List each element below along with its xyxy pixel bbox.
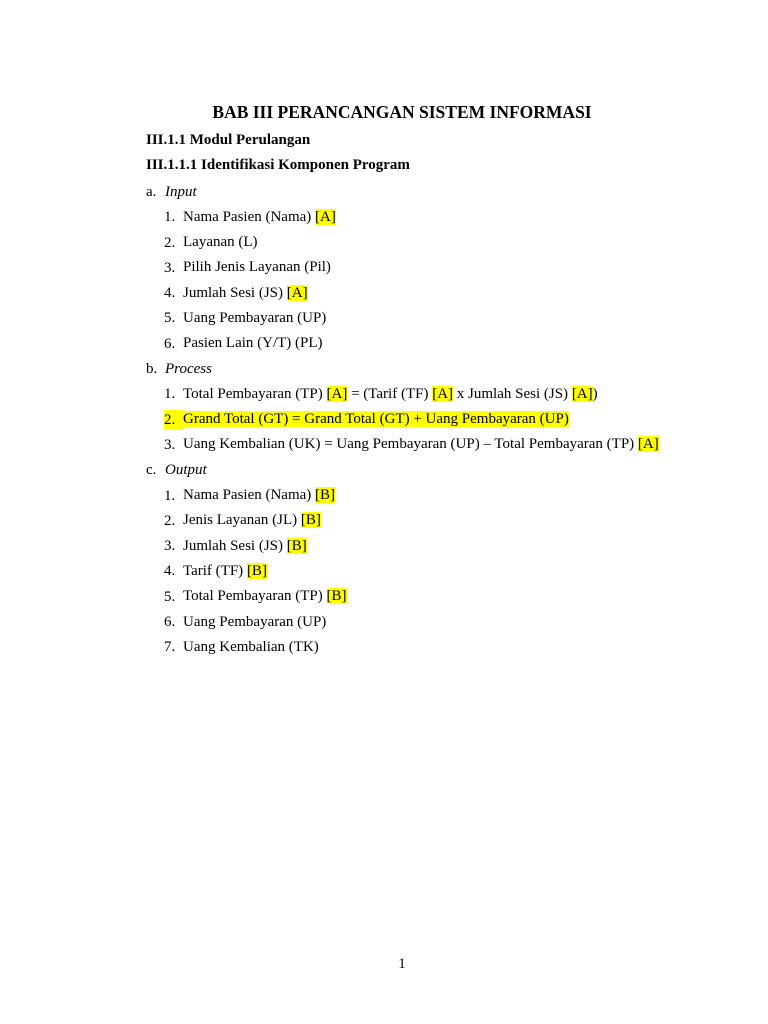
highlighted-text: [B] bbox=[315, 487, 336, 504]
highlighted-text: [B] bbox=[326, 588, 347, 605]
list-item bbox=[146, 334, 666, 359]
list-item-number: 6. bbox=[164, 614, 176, 631]
text-run: Jumlah Sesi (JS) bbox=[183, 537, 287, 554]
section-process-heading bbox=[146, 359, 666, 384]
list-item bbox=[146, 308, 666, 333]
text-run: Nama Pasien (Nama) bbox=[183, 208, 316, 225]
list-item-number: 2. bbox=[164, 512, 176, 529]
list-item bbox=[146, 258, 666, 283]
highlighted-text: [A] bbox=[637, 436, 659, 453]
section-heading: III.1.1 Modul Perulangan bbox=[146, 132, 311, 148]
list-item-text bbox=[183, 508, 666, 536]
highlighted-text: [A] bbox=[571, 385, 593, 402]
section-letter: b. bbox=[146, 361, 158, 378]
text-run: Pilih Jenis Layanan (Pil) bbox=[183, 259, 331, 276]
list-item bbox=[146, 486, 666, 511]
section-name: Output bbox=[165, 462, 207, 479]
list-item-text bbox=[183, 407, 666, 435]
section-name: Input bbox=[165, 184, 197, 200]
list-item-number: 1. bbox=[164, 209, 176, 226]
list-item-number: 3. bbox=[164, 538, 176, 555]
list-item-text bbox=[183, 306, 666, 334]
list-item-text bbox=[183, 281, 666, 309]
list-item-text bbox=[183, 559, 666, 587]
list-item-number: 1. bbox=[164, 487, 176, 504]
text-run: Uang Pembayaran (UP) bbox=[183, 613, 327, 630]
text-run: = (Tarif (TF) bbox=[347, 385, 433, 402]
text-run: x Jumlah Sesi (JS) bbox=[453, 385, 572, 402]
text-run: Uang Kembalian (UK) = Uang Pembayaran (UP) – Total Pembayaran (TP) bbox=[183, 436, 638, 453]
list-item-number: 2. bbox=[146, 410, 183, 435]
list-item-number: 1. bbox=[164, 386, 176, 403]
section-output-heading bbox=[146, 460, 666, 485]
list-item bbox=[146, 410, 666, 435]
list-item-text bbox=[183, 534, 666, 562]
text-run: Total Pembayaran (TP) bbox=[183, 385, 327, 402]
list-item bbox=[146, 207, 666, 232]
list-item-number: 5. bbox=[164, 310, 176, 327]
list-item-text bbox=[183, 432, 666, 460]
list-item-text bbox=[183, 584, 666, 612]
highlighted-text: [A] bbox=[315, 208, 336, 225]
list-item bbox=[146, 561, 666, 586]
text-run: Nama Pasien (Nama) bbox=[183, 487, 316, 504]
section-input-heading bbox=[146, 182, 666, 207]
list-item bbox=[146, 233, 666, 258]
text-run: Uang Kembalian (TK) bbox=[183, 638, 319, 655]
highlighted-text: [A] bbox=[286, 284, 308, 301]
list-item-number: 4. bbox=[164, 563, 176, 580]
list-item-number: 4. bbox=[164, 285, 176, 302]
section-letter: c. bbox=[146, 462, 157, 479]
list-item bbox=[146, 511, 666, 536]
highlighted-text: [B] bbox=[286, 537, 307, 554]
list-item-number: 7. bbox=[164, 639, 176, 656]
list-item-number: 5. bbox=[164, 588, 176, 605]
list-item bbox=[146, 612, 666, 637]
list-item bbox=[146, 283, 666, 308]
list-item-text bbox=[183, 610, 666, 638]
text-run: Pasien Lain (Y/T) (PL) bbox=[183, 335, 323, 352]
list-item-text bbox=[183, 331, 666, 359]
section-letter: a. bbox=[146, 184, 157, 200]
section-name: Process bbox=[165, 361, 212, 378]
highlighted-text: [B] bbox=[300, 512, 321, 529]
list-item bbox=[146, 587, 666, 612]
page-number: 1 bbox=[398, 956, 406, 972]
list-item-number: 6. bbox=[164, 335, 176, 352]
list-item-text bbox=[183, 230, 666, 258]
text-run: Total Pembayaran (TP) bbox=[183, 588, 327, 605]
list-item-number: 3. bbox=[164, 259, 176, 276]
list-item-text bbox=[183, 483, 666, 511]
highlighted-text: Grand Total (GT) = Grand Total (GT) + Uang Pembayaran (UP) bbox=[183, 411, 569, 428]
page-title: BAB III PERANCANGAN SISTEM INFORMASI bbox=[212, 102, 592, 122]
list-item-number: 3. bbox=[164, 436, 176, 453]
text-run: Tarif (TF) bbox=[183, 562, 247, 579]
text-run: Layanan (L) bbox=[183, 234, 258, 251]
list-item bbox=[146, 536, 666, 561]
list-item-number: 2. bbox=[164, 234, 176, 251]
highlighted-text: [A] bbox=[432, 385, 454, 402]
text-run: Uang Pembayaran (UP) bbox=[183, 309, 327, 326]
component-sections bbox=[146, 182, 666, 663]
text-run: Jenis Layanan (JL) bbox=[183, 512, 301, 529]
list-item-text bbox=[183, 635, 666, 663]
list-item-text bbox=[183, 255, 666, 283]
list-item bbox=[146, 435, 666, 460]
list-item bbox=[146, 637, 666, 662]
highlighted-text: [A] bbox=[326, 385, 348, 402]
list-item-text bbox=[183, 205, 666, 233]
text-run: Jumlah Sesi (JS) bbox=[183, 284, 287, 301]
highlighted-text: [B] bbox=[246, 562, 267, 579]
text-run: ) bbox=[592, 385, 598, 402]
list-item-text bbox=[183, 382, 666, 410]
list-item bbox=[146, 384, 666, 409]
subsection-heading: III.1.1.1 Identifikasi Komponen Program bbox=[146, 157, 410, 173]
